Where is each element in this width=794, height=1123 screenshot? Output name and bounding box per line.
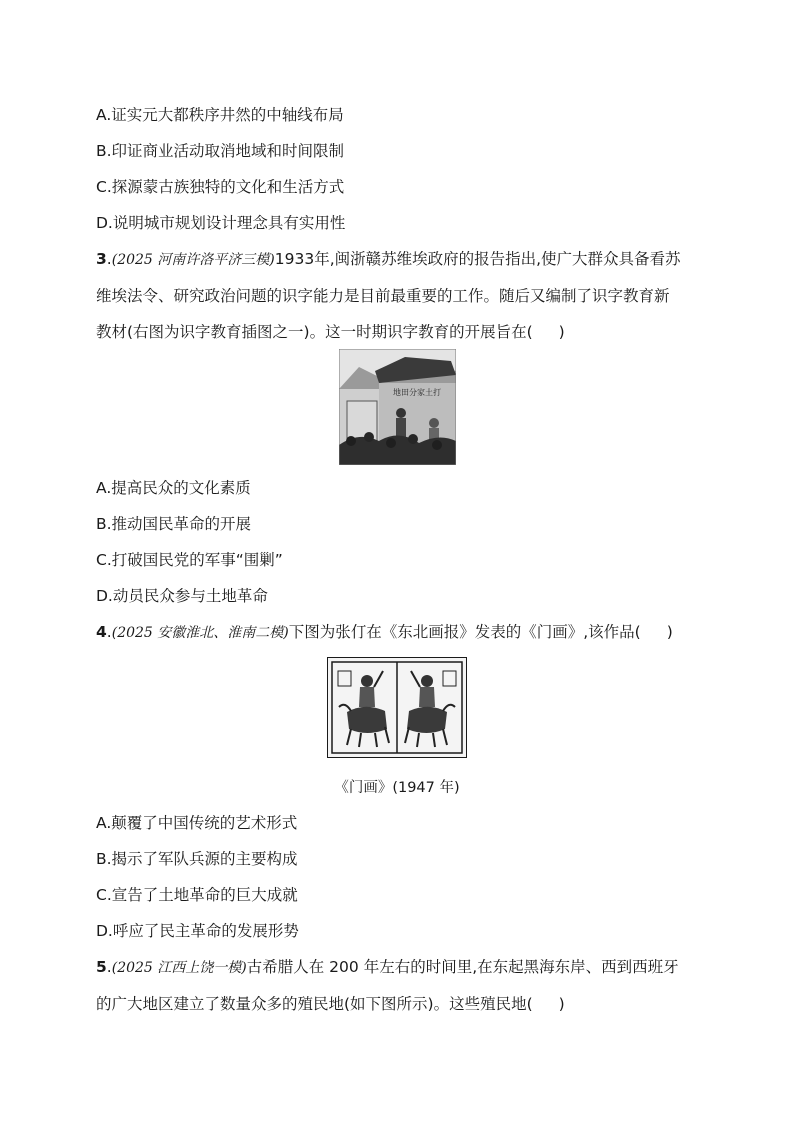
wall-slogan: 地田分家土打 bbox=[393, 388, 441, 397]
q3-stem-text3: 教材(右图为识字教育插图之一)。这一时期识字教育的开展旨在( bbox=[96, 323, 533, 341]
q4-option-b: B.揭示了军队兵源的主要构成 bbox=[96, 850, 298, 868]
q5-stem-line2 bbox=[96, 994, 565, 1014]
q3-source: (2025 河南许洛平济三模) bbox=[111, 252, 275, 268]
q5-stem-text1: 古希腊人在 200 年左右的时间里,在东起黑海东岸、西到西班牙 bbox=[246, 958, 679, 976]
q3-option-c: C.打破国民党的军事“围剿” bbox=[96, 551, 283, 569]
q2-option-a: A.证实元大都秩序井然的中轴线布局 bbox=[96, 106, 344, 124]
q4-stem-text: 下图为张仃在《东北画报》发表的《门画》,该作品( bbox=[288, 623, 641, 641]
q3-stem-text1: 1933年,闽浙赣苏维埃政府的报告指出,使广大群众具备看苏 bbox=[274, 250, 681, 268]
q5-source: (2025 江西上饶一模) bbox=[111, 960, 247, 976]
q5-close-paren: ) bbox=[558, 995, 565, 1013]
q4-option-d: D.呼应了民主革命的发展形势 bbox=[96, 922, 299, 940]
q4-close-paren: ) bbox=[666, 623, 673, 641]
q5-stem-text2: 的广大地区建立了数量众多的殖民地(如下图所示)。这些殖民地( bbox=[96, 995, 533, 1013]
q5-number: 5 bbox=[96, 958, 107, 976]
q2-option-d: D.说明城市规划设计理念具有实用性 bbox=[96, 214, 346, 232]
q3-stem-line3 bbox=[96, 322, 565, 342]
door-painting-image bbox=[327, 657, 467, 758]
q3-close-paren: ) bbox=[558, 323, 565, 341]
q4-source: (2025 安徽淮北、淮南二模) bbox=[111, 625, 289, 641]
q4-stem: 4.(2025 安徽淮北、淮南二模)下图为张仃在《东北画报》发表的《门画》,该作品( ) bbox=[96, 623, 673, 641]
q3-stem-line2: 维埃法令、研究政治问题的识字能力是目前最重要的工作。随后又编制了识字教育新 bbox=[96, 287, 670, 305]
q5-stem-line1: 5.(2025 江西上饶一模)古希腊人在 200 年左右的时间里,在东起黑海东岸、西到西班牙 bbox=[96, 958, 679, 976]
q2-option-c: C.探源蒙古族独特的文化和生活方式 bbox=[96, 178, 345, 196]
q4-number: 4 bbox=[96, 623, 107, 641]
q3-stem-line1: 3.(2025 河南许洛平济三模)1933年,闽浙赣苏维埃政府的报告指出,使广大群众具备看苏 bbox=[96, 250, 681, 268]
q3-option-b: B.推动国民革命的开展 bbox=[96, 515, 252, 533]
q3-number: 3 bbox=[96, 250, 107, 268]
q2-option-b: B.印证商业活动取消地域和时间限制 bbox=[96, 142, 345, 160]
q4-option-a: A.颠覆了中国传统的艺术形式 bbox=[96, 814, 298, 832]
q3-option-a: A.提高民众的文化素质 bbox=[96, 479, 251, 497]
q3-option-d: D.动员民众参与土地革命 bbox=[96, 587, 268, 605]
q4-option-c: C.宣告了土地革命的巨大成就 bbox=[96, 886, 298, 904]
q4-image-caption: 《门画》(1947 年) bbox=[334, 780, 460, 796]
literacy-illustration bbox=[339, 349, 456, 465]
